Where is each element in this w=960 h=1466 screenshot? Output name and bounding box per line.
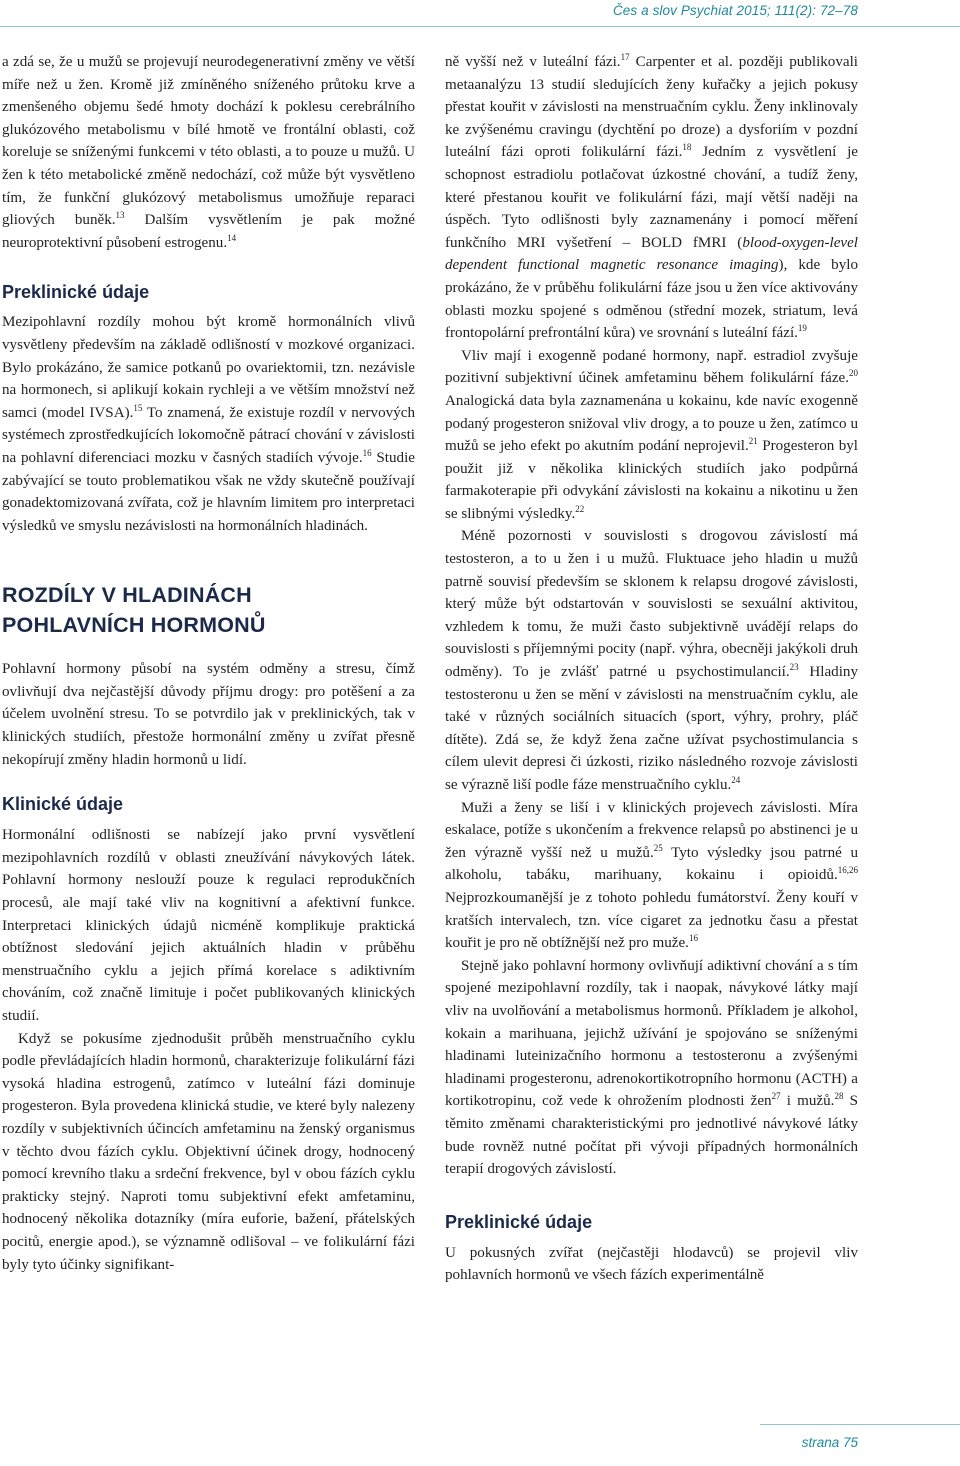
reference-superscript: 14 bbox=[227, 232, 237, 243]
right-column bbox=[445, 51, 858, 1287]
reference-superscript: 16 bbox=[362, 447, 372, 458]
reference-superscript: 16,26 bbox=[837, 865, 858, 876]
reference-superscript: 13 bbox=[115, 210, 125, 221]
header-divider bbox=[0, 26, 960, 27]
reference-superscript: 17 bbox=[620, 52, 630, 62]
section-heading-preclinical: Preklinické údaje bbox=[445, 1211, 593, 1232]
footer-divider bbox=[760, 1424, 960, 1425]
reference-superscript: 27 bbox=[771, 1091, 781, 1102]
main-section-heading: ROZDÍLY V HLADINÁCH POHLAVNÍCH HORMONŮ bbox=[2, 583, 266, 638]
paragraph: Pohlavní hormony působí na systém odměny a stresu, čímž ovlivňují dva nejčastější důvody příjmu drogy: pro potěšení a za účelem uvolnění stresu. To se potvrdilo jak v preklinických, tak v klinických studiích, přestože hormonální změny u zvířat přesně nekopírují změny hladin hormonů u lidí. bbox=[2, 661, 415, 768]
paragraph: Méně pozornosti v souvislosti s drogovou závislostí má testosteron, a to u žen i u mužů. Fluktuace jeho hladin u mužů patrně souvisí především se sklonem k relapsu drogové závislosti, který může být odstartován v souvislosti se sexuální aktivitou, vzhledem k tomu, že muži často subjektivně uvádějí relaps do souvislosti s příjemnými pocity (např. výhra, obecněji jakýkoli druh odměny). To je zvlášť patrné u psychostimulancií.$^{23}$ Hladiny testosteronu u žen se mění v závislosti na menstruačním cyklu, ale také v různých sociálních situacích (sport, výhry, prohry, pláč dítěte). Zdá se, že když žena začne užívat psychostimulancia s cílem ulevit depresi či úzkosti, riziko následného rozvoje závislosti se výrazně liší podle fáze menstruačního cyklu.$^{24}$ bbox=[445, 528, 858, 793]
section-heading-preclinical: Preklinické údaje bbox=[2, 282, 150, 303]
left-column bbox=[2, 51, 415, 1276]
journal-citation-header: Čes a slov Psychiat 2015; 111(2): 72–78 bbox=[612, 3, 858, 18]
paragraph: ně vyšší než v luteální fázi.$^{17}$ Carpenter et al. později publikovali metaanalýzu 13 studií sledujících ženy kuřačky a jejich pokusy přestat kouřit v závislosti na menstruačním cyklu. Ženy inklinovaly ke zvýšenému cravingu (dychtění po droze) a dysforiím v pozdní luteální fázi oproti folikulární fázi.$^{18}$ Jedním z vysvětlení je schopnost estradiolu potlačovat úzkostné chování, a tudíž ženy, které přestanou kouřit ve folikulární fázi, mají větší naději na úspěch. Tyto odlišnosti byly zaznamenány i pomocí měření funkčního MRI vyšetření – BOLD fMRI (blood-oxygen-level dependent functional magnetic resonance imaging), kde bylo prokázáno, že v průběhu folikulární fáze jsou u žen více aktivovány oblasti mozku spojené s odměnou (střední mozek, striatum, levá frontopolární prefrontální kůra) ve srovnání s luteální fází.$^{19}$ bbox=[445, 52, 858, 342]
paragraph: U pokusných zvířat (nejčastěji hlodavců) se projevil vliv pohlavních hormonů ve všech fázích experimentálně bbox=[445, 1244, 858, 1284]
paragraph: Mezipohlavní rozdíly mohou být kromě hormonálních vlivů vysvětleny především na základě odlišností v mozkové organizaci. Bylo prokázáno, že samice potkanů po ovariektomii, tzn. nezávisle na hormonech, si aplikují kokain rychleji a ve větším množství než samci (model IVSA).$^{15}$ To znamená, že existuje rozdíl v nervových systémech zprostředkujících lokomočně pátrací chování v závislosti na pohlavní diferenciaci mozku v časných stadiích vývoje.$^{16}$ Studie zabývající se touto problematikou však ne vždy skutečně používají gonadektomizovaná zvířata, což je hlavním limitem pro interpretaci výsledků ve smyslu nezávislosti na hormonálních hladinách. bbox=[2, 314, 415, 534]
paragraph: Stejně jako pohlavní hormony ovlivňují adiktivní chování a s tím spojené mezipohlavní rozdíly, tak i naopak, návykové látky mají vliv na uvolňování a metabolismus hormonů. Příkladem je alkohol, kokain a marihuana, jejichž užívání je spojováno se sníženými hladinami luteinizačního hormonu a testosteronu a zvýšenými hladinami progesteronu, adrenokortikotropního hormonu (ACTH) a kortikotropinu, což vede k ohrožením plodnosti žen$^{27}$ i mužů.$^{28}$ S těmito změnami charakteristickými pro jednotlivé návykové látky bude rovněž nutné počítat při vývoji případných hormonálních terapií drogových závislostí. bbox=[445, 957, 858, 1178]
reference-superscript: 25 bbox=[653, 842, 663, 853]
paragraph: a zdá se, že u mužů se projevují neurodegenerativní změny ve větší míře než u žen. Kromě již zmíněného sníženého průtoku krve a zmenšeného objemu šedé hmoty dochází k poklesu cerebrálního glukózového metabolismu v bílé hmotě ve frontální oblasti, což koreluje se sníženými funkcemi v této oblasti, a to pouze u mužů. U žen k této metabolické změně nedochází, což může být vysvětleno tím, že funkční glukózový metabolismus umožňuje reparaci gliových buněk.$^{13}$ Dalším vysvětlením je pak možné neuroprotektivní působení estrogenu.$^{14}$ bbox=[2, 54, 415, 251]
page-number: strana 75 bbox=[801, 1435, 858, 1450]
reference-superscript: 23 bbox=[789, 662, 799, 673]
paragraph: Vliv mají i exogenně podané hormony, např. estradiol zvyšuje pozitivní subjektivní účinek amfetaminu během folikulární fáze.$^{20}$ Analogická data byla zaznamenána u kokainu, kde navíc exogenně podaný progesteron snižoval vliv drogy, a to pouze u žen, zatímco u mužů se jeho efekt po akutním podání neprojevil.$^{21}$ Progesteron byl použit již v několika klinických studiích jako podpůrná farmakoterapie při odvykání závislosti na kokainu a nikotinu u žen se slibnými výsledky.$^{22}$ bbox=[445, 347, 859, 522]
reference-superscript: 22 bbox=[575, 503, 585, 514]
section-heading-clinical: Klinické údaje bbox=[2, 794, 124, 815]
reference-superscript: 16 bbox=[688, 933, 698, 944]
reference-superscript: 20 bbox=[849, 368, 858, 379]
reference-superscript: 15 bbox=[133, 402, 143, 413]
paragraph: Když se pokusíme zjednodušit průběh menstruačního cyklu podle převládajících hladin hormonů, charakterizuje folikulární fázi vysoká hladina estrogenů, zatímco v luteální fázi dominuje progesteron. Byla provedena klinická studie, ve které byly nalezeny rozdíly v subjektivních účincích amfetaminu na ženský organismus v těchto dvou fázích cyklu. Objektivní účinek drogy, hodnocený pomocí krevního tlaku a srdeční frekvence, byl v obou fázích cyklu prakticky stejný. Naproti tomu subjektivní efekt amfetaminu, hodnocený několika dotazníky (míra euforie, bažení, přátelských pocitů, energie apod.), se významně odlišoval – ve folikulární fázi byly tyto účinky signifikant- bbox=[2, 1030, 415, 1273]
italic-term: blood-oxygen-level dependent functional magnetic resonance imaging bbox=[445, 234, 858, 274]
reference-superscript: 19 bbox=[797, 323, 807, 334]
reference-superscript: 28 bbox=[834, 1091, 844, 1102]
reference-superscript: 21 bbox=[748, 436, 758, 447]
reference-superscript: 24 bbox=[731, 775, 741, 785]
paragraph: Hormonální odlišnosti se nabízejí jako první vysvětlení mezipohlavních rozdílů v oblasti zneužívání návykových látek. Pohlavní hormony neslouží pouze k regulaci reprodukčních procesů, ale mají také vliv na kognitivní a afektivní funkce. Interpretaci klinických údajů nicméně komplikuje praktická obtížnost sledování jejich aktuálních hladin v průběhu menstruačního cyklu a jejich přímá korelace s adiktivním chováním, což značně limituje i počet publikovaných klinických studií. bbox=[2, 827, 415, 1024]
paragraph: Muži a ženy se liší i v klinických projevech závislosti. Míra eskalace, potíže s ukončením a frekvence relapsů po abstinenci je u žen výrazně vyšší než u mužů.$^{25}$ Tyto výsledky jsou patrné u alkoholu, tabáku, marihuany, kokainu i opioidů.$^{16,26}$ Nejprozkoumanější je z tohoto pohledu fumátorství. Ženy kouří v kratších intervalech, tzn. více cigaret za jednotku času a přestat kouřit je pro ně obtížnější než pro muže.$^{16}$ bbox=[445, 799, 858, 952]
reference-superscript: 18 bbox=[682, 142, 692, 153]
